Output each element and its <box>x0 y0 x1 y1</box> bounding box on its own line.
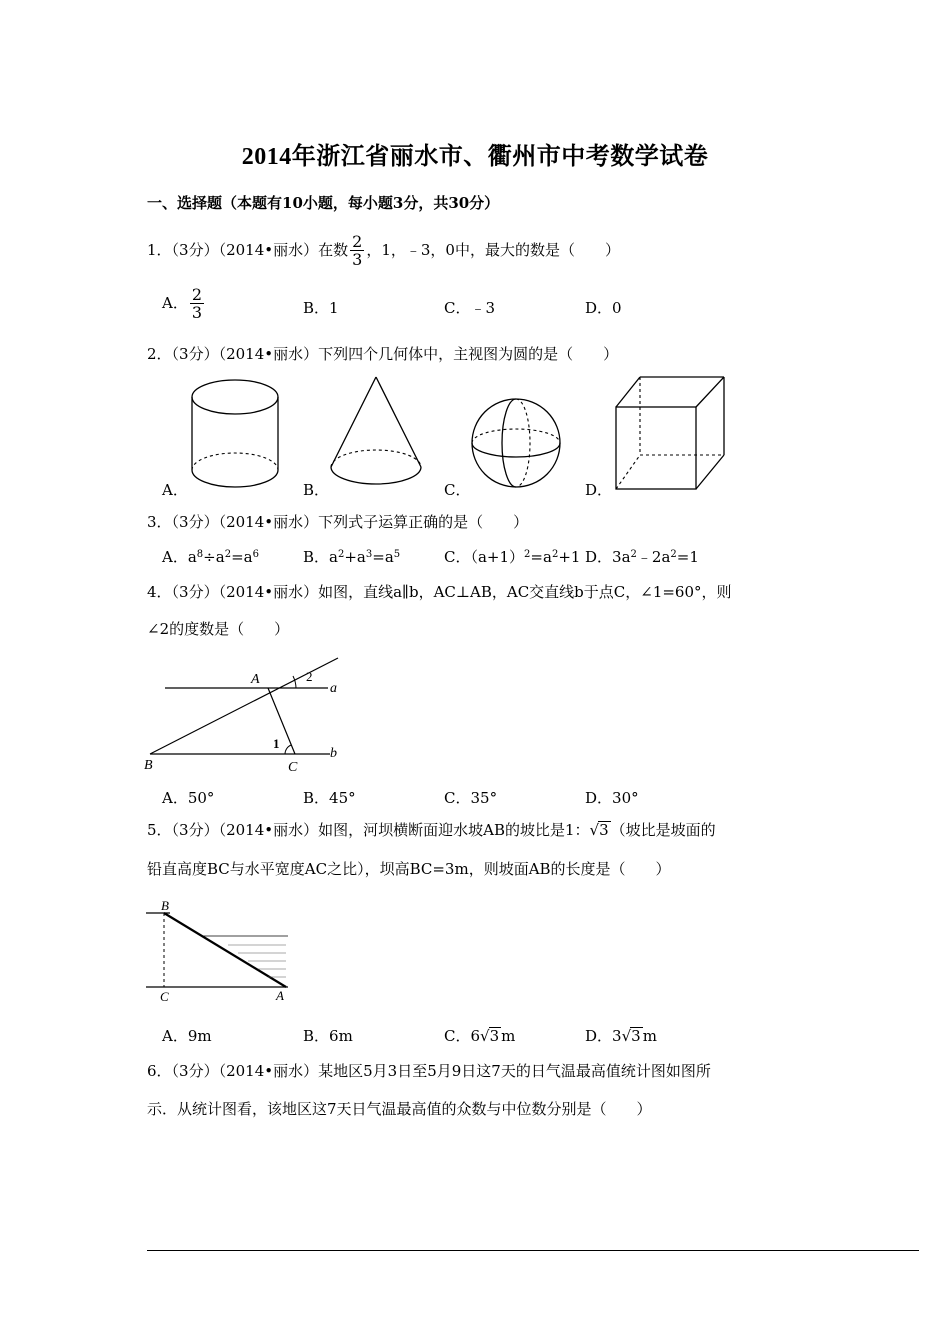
q1-stem-pre: （3分）（2014•丽水）在数 <box>171 241 349 259</box>
q3-option-b: B．$a^2+a^3=a^5$ <box>303 548 401 566</box>
q1-number: 1． <box>147 241 172 259</box>
q3-option-d-label: D． <box>585 548 613 566</box>
q5-option-c-unit: m <box>501 1027 516 1045</box>
q5-option-c-radicand: 3 <box>489 1027 500 1045</box>
q3-option-b-label: B． <box>303 548 330 566</box>
question-6-line2: 示．从统计图看，该地区这7天日气温最高值的众数与中位数分别是（ ） <box>147 1100 652 1118</box>
q5-option-d-label: D． <box>585 1027 613 1045</box>
label-angle-1: 1 <box>273 736 280 751</box>
section-heading: 一、选择题（本题有10小题，每小题3分，共30分） <box>147 194 500 212</box>
q5-option-d-unit: m <box>642 1027 657 1045</box>
question-3: 3．（3分）（2014•丽水）下列式子运算正确的是（ ） <box>147 513 529 531</box>
q1-stem-post: ，1，﹣3，0中，最大的数是（ ） <box>366 241 620 259</box>
q1-option-a-denominator: 3 <box>191 303 203 322</box>
q1-option-a <box>162 287 206 321</box>
q1-option-a-label: A． <box>162 294 188 312</box>
label-line-b: b <box>330 746 337 761</box>
cone-figure <box>325 372 435 494</box>
q4-option-b: B．45° <box>303 789 356 807</box>
question-2: 2．（3分）（2014•丽水）下列四个几何体中，主视图为圆的是（ ） <box>147 345 619 363</box>
q2-option-a: A． <box>162 481 188 499</box>
cube-figure <box>612 372 732 494</box>
q1-fraction <box>350 234 364 268</box>
q5-option-d-radicand: 3 <box>631 1027 641 1045</box>
q1-option-a-numerator: 2 <box>191 285 203 304</box>
q5-option-b: B．6m <box>303 1027 353 1045</box>
label-point-c: C <box>160 989 169 1004</box>
q5-option-c: C．6√3 m <box>444 1027 516 1045</box>
footer-divider <box>147 1250 919 1251</box>
question-1 <box>147 234 620 268</box>
label-point-b: B <box>161 898 169 913</box>
q5-stem-pre: 5．（3分）（2014•丽水）如图，河坝横断面迎水坡AB的坡比是1： <box>147 821 590 839</box>
q1-option-b: B．1 <box>303 299 339 317</box>
q2-option-b: B． <box>303 481 330 499</box>
label-point-b: B <box>144 758 153 773</box>
q3-option-a: A．$a^8\div a^2=a^6$ <box>162 548 259 566</box>
q1-option-c: C．﹣3 <box>444 299 496 317</box>
page-title: 2014年浙江省丽水市、衢州市中考数学试卷 <box>241 144 709 170</box>
sphere-figure <box>468 395 568 495</box>
question-4-line2: ∠2的度数是（ ） <box>147 620 290 638</box>
q2-option-d: D． <box>585 481 613 499</box>
q1-option-a-fraction <box>190 287 204 321</box>
q5-option-c-coef: 6 <box>470 1027 481 1045</box>
q4-option-a: A．50° <box>162 789 215 807</box>
label-point-a: A <box>276 988 284 1003</box>
cylinder-figure <box>185 375 295 493</box>
q1-option-d: D．0 <box>585 299 622 317</box>
label-point-c: C <box>288 760 298 775</box>
q5-option-a: A．9m <box>162 1027 212 1045</box>
q5-stem-radicand: 3 <box>599 821 609 839</box>
q4-option-d: D．30° <box>585 789 639 807</box>
question-5-line2: 铅直高度BC与水平宽度AC之比），坝高BC=3m，则坡面AB的长度是（ ） <box>147 860 671 878</box>
q3-option-c: C．$(a+1)^2=a^2+1$ <box>444 548 581 566</box>
q4-option-c: C．35° <box>444 789 498 807</box>
q2-option-c: C． <box>444 481 471 499</box>
label-angle-2: 2 <box>306 669 313 684</box>
q3-option-d: D．$3a^2﹣2a^2=1$ <box>585 548 699 566</box>
q5-option-c-label: C． <box>444 1027 471 1045</box>
dam-slope-figure <box>140 895 300 1005</box>
q5-stem-post: （坡比是坡面的 <box>610 821 716 839</box>
q1-frac-numerator: 2 <box>352 232 363 251</box>
parallel-lines-figure <box>140 650 350 775</box>
label-point-a: A <box>251 672 260 687</box>
q1-frac-denominator: 3 <box>352 250 363 269</box>
label-line-a: a <box>330 681 337 696</box>
q5-option-d-coef: 3 <box>612 1027 622 1045</box>
question-4-line1: 4．（3分）（2014•丽水）如图，直线a∥b，AC⊥AB，AC交直线b于点C，∠1=60°，则 <box>147 583 732 601</box>
q5-option-d: D．3√3 m <box>585 1027 657 1045</box>
q3-option-a-label: A． <box>162 548 188 566</box>
question-6-line1: 6．（3分）（2014•丽水）某地区5月3日至5月9日这7天的日气温最高值统计图如图所 <box>147 1062 711 1080</box>
question-5-line1: 5．（3分）（2014•丽水）如图，河坝横断面迎水坡AB的坡比是1：√3 （坡比是坡面的 <box>147 821 716 839</box>
q3-option-c-label: C． <box>444 548 471 566</box>
